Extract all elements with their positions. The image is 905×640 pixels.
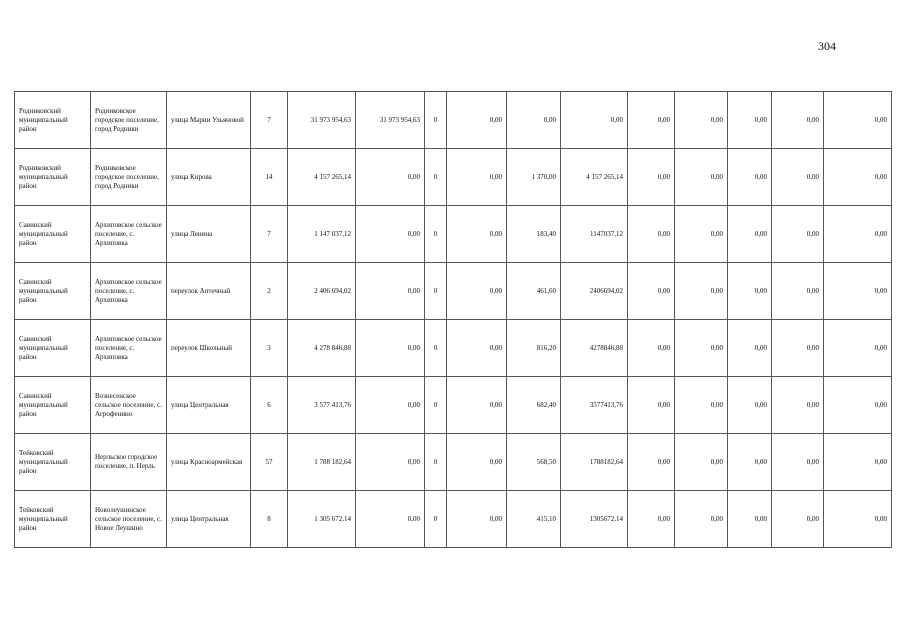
value-cell-8: 0,00 <box>728 434 772 491</box>
street-cell: улица Ленина <box>167 206 251 263</box>
value-cell-10: 0,00 <box>824 434 892 491</box>
page-number: 304 <box>818 39 836 53</box>
total-cost-cell: 31 973 954,63 <box>288 92 356 149</box>
value-cell-9: 0,00 <box>772 206 824 263</box>
value-cell-8: 0,00 <box>728 377 772 434</box>
value-cell-2: 0 <box>425 377 447 434</box>
value-cell-8: 0,00 <box>728 263 772 320</box>
value-cell-7: 0,00 <box>675 92 728 149</box>
value-cell-10: 0,00 <box>824 377 892 434</box>
street-cell: переулок Школьный <box>167 320 251 377</box>
house-count-cell: 3 <box>251 320 288 377</box>
settlement-cell: Архиповское сельское поселение, с. Архиповка <box>91 263 167 320</box>
total-cost-cell: 1 305 672,14 <box>288 491 356 548</box>
settlement-cell: Новолеушинское сельское поселение, с. Новое Леушино <box>91 491 167 548</box>
value-cell-7: 0,00 <box>675 377 728 434</box>
value-cell-6: 0,00 <box>628 320 675 377</box>
district-cell: Родниковский муниципальный район <box>15 149 91 206</box>
table-row <box>15 206 892 263</box>
value-cell-10: 0,00 <box>824 206 892 263</box>
district-cell: Савинский муниципальный район <box>15 263 91 320</box>
settlement-cell: Архиповское сельское поселение, с. Архиповка <box>91 206 167 263</box>
value-cell-9: 0,00 <box>772 320 824 377</box>
value-cell-6: 0,00 <box>628 149 675 206</box>
value-cell-4: 461,60 <box>507 263 561 320</box>
value-cell-6: 0,00 <box>628 377 675 434</box>
value-cell-3: 0,00 <box>447 149 507 206</box>
value-cell-6: 0,00 <box>628 434 675 491</box>
street-cell: улица Кирова <box>167 149 251 206</box>
value-cell-3: 0,00 <box>447 206 507 263</box>
value-cell-10: 0,00 <box>824 491 892 548</box>
value-cell-2: 0 <box>425 320 447 377</box>
house-count-cell: 6 <box>251 377 288 434</box>
value-cell-6: 0,00 <box>628 263 675 320</box>
settlement-cell: Родниковское городское поселение, город Родники <box>91 149 167 206</box>
street-cell: переулок Аптечный <box>167 263 251 320</box>
table-row <box>15 434 892 491</box>
value-cell-4: 415,10 <box>507 491 561 548</box>
value-cell-2: 0 <box>425 92 447 149</box>
house-count-cell: 57 <box>251 434 288 491</box>
house-count-cell: 7 <box>251 206 288 263</box>
district-cell: Тейковский муниципальный район <box>15 434 91 491</box>
settlement-cell: Архиповское сельское поселение, с. Архиповка <box>91 320 167 377</box>
value-cell-5: 4278846,88 <box>561 320 628 377</box>
total-cost-cell: 2 406 694,02 <box>288 263 356 320</box>
total-cost-cell: 1 788 182,64 <box>288 434 356 491</box>
house-count-cell: 14 <box>251 149 288 206</box>
house-count-cell: 8 <box>251 491 288 548</box>
value-cell-10: 0,00 <box>824 92 892 149</box>
value-cell-10: 0,00 <box>824 320 892 377</box>
table-row <box>15 320 892 377</box>
settlement-cell: Вознесенское сельское поселение, с. Агрофенино <box>91 377 167 434</box>
value-cell-1: 0,00 <box>356 263 425 320</box>
value-cell-7: 0,00 <box>675 320 728 377</box>
value-cell-4: 682,40 <box>507 377 561 434</box>
table-row <box>15 491 892 548</box>
district-cell: Савинский муниципальный район <box>15 206 91 263</box>
table-row <box>15 92 892 149</box>
value-cell-4: 1 370,00 <box>507 149 561 206</box>
total-cost-cell: 3 577 413,76 <box>288 377 356 434</box>
value-cell-7: 0,00 <box>675 149 728 206</box>
data-table <box>14 91 892 548</box>
street-cell: улица Красноармейская <box>167 434 251 491</box>
value-cell-7: 0,00 <box>675 263 728 320</box>
value-cell-3: 0,00 <box>447 377 507 434</box>
table-row <box>15 377 892 434</box>
value-cell-10: 0,00 <box>824 149 892 206</box>
street-cell: улица Центральная <box>167 491 251 548</box>
district-cell: Савинский муниципальный район <box>15 320 91 377</box>
value-cell-4: 816,20 <box>507 320 561 377</box>
value-cell-4: 0,00 <box>507 92 561 149</box>
value-cell-7: 0,00 <box>675 434 728 491</box>
value-cell-2: 0 <box>425 491 447 548</box>
street-cell: улица Марии Ульяновой <box>167 92 251 149</box>
value-cell-4: 568,50 <box>507 434 561 491</box>
settlement-cell: Родниковское городское поселение, город Родники <box>91 92 167 149</box>
total-cost-cell: 4 278 846,88 <box>288 320 356 377</box>
value-cell-5: 2406694,02 <box>561 263 628 320</box>
value-cell-1: 0,00 <box>356 434 425 491</box>
house-count-cell: 7 <box>251 92 288 149</box>
value-cell-9: 0,00 <box>772 92 824 149</box>
value-cell-5: 1305672,14 <box>561 491 628 548</box>
value-cell-2: 0 <box>425 434 447 491</box>
value-cell-9: 0,00 <box>772 377 824 434</box>
table-row <box>15 149 892 206</box>
value-cell-1: 0,00 <box>356 377 425 434</box>
value-cell-5: 0,00 <box>561 92 628 149</box>
value-cell-8: 0,00 <box>728 320 772 377</box>
value-cell-3: 0,00 <box>447 320 507 377</box>
settlement-cell: Нерльское городское поселение, п. Нерль <box>91 434 167 491</box>
value-cell-9: 0,00 <box>772 491 824 548</box>
value-cell-3: 0,00 <box>447 263 507 320</box>
value-cell-4: 183,40 <box>507 206 561 263</box>
district-cell: Родниковский муниципальный район <box>15 92 91 149</box>
value-cell-5: 1147037,12 <box>561 206 628 263</box>
house-count-cell: 2 <box>251 263 288 320</box>
value-cell-1: 31 973 954,63 <box>356 92 425 149</box>
value-cell-8: 0,00 <box>728 149 772 206</box>
value-cell-8: 0,00 <box>728 206 772 263</box>
value-cell-6: 0,00 <box>628 491 675 548</box>
value-cell-9: 0,00 <box>772 434 824 491</box>
value-cell-3: 0,00 <box>447 92 507 149</box>
value-cell-5: 1788182,64 <box>561 434 628 491</box>
value-cell-2: 0 <box>425 149 447 206</box>
district-cell: Савинский муниципальный район <box>15 377 91 434</box>
value-cell-6: 0,00 <box>628 92 675 149</box>
table-row <box>15 263 892 320</box>
value-cell-10: 0,00 <box>824 263 892 320</box>
value-cell-5: 3577413,76 <box>561 377 628 434</box>
value-cell-2: 0 <box>425 263 447 320</box>
value-cell-5: 4 157 265,14 <box>561 149 628 206</box>
total-cost-cell: 1 147 037,12 <box>288 206 356 263</box>
value-cell-1: 0,00 <box>356 206 425 263</box>
value-cell-1: 0,00 <box>356 149 425 206</box>
value-cell-6: 0,00 <box>628 206 675 263</box>
value-cell-2: 0 <box>425 206 447 263</box>
value-cell-3: 0,00 <box>447 491 507 548</box>
value-cell-1: 0,00 <box>356 320 425 377</box>
value-cell-7: 0,00 <box>675 491 728 548</box>
total-cost-cell: 4 157 265,14 <box>288 149 356 206</box>
value-cell-8: 0,00 <box>728 92 772 149</box>
value-cell-3: 0,00 <box>447 434 507 491</box>
district-cell: Тейковский муниципальный район <box>15 491 91 548</box>
value-cell-7: 0,00 <box>675 206 728 263</box>
value-cell-8: 0,00 <box>728 491 772 548</box>
value-cell-1: 0,00 <box>356 491 425 548</box>
street-cell: улица Центральная <box>167 377 251 434</box>
value-cell-9: 0,00 <box>772 149 824 206</box>
value-cell-9: 0,00 <box>772 263 824 320</box>
